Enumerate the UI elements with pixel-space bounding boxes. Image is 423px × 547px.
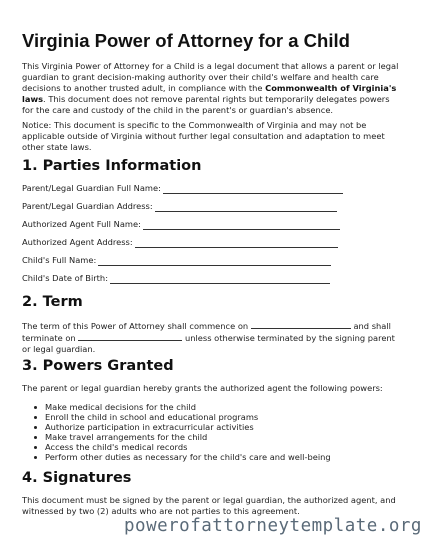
section-heading-term: 2. Term bbox=[22, 294, 83, 310]
document-title: Virginia Power of Attorney for a Child bbox=[22, 30, 350, 51]
list-item: Access the child's medical records bbox=[22, 442, 331, 452]
list-item: Make travel arrangements for the child bbox=[22, 432, 331, 442]
agent-name-field[interactable] bbox=[22, 219, 340, 230]
term-end-date-blank[interactable] bbox=[78, 332, 182, 341]
intro-paragraph bbox=[22, 61, 408, 116]
term-line: or legal guardian. bbox=[22, 344, 96, 354]
watermark-text: powerofattorneytemplate.org bbox=[124, 516, 422, 536]
agent-address-field[interactable] bbox=[22, 237, 338, 248]
list-item: Perform other duties as necessary for the child's care and well-being bbox=[22, 452, 331, 462]
field-label: Child's Full Name: bbox=[22, 255, 97, 265]
signatures-line: This document must be signed by the parent or legal guardian, the authorized agent, and bbox=[22, 495, 396, 505]
list-item: Make medical decisions for the child bbox=[22, 402, 331, 412]
powers-intro: The parent or legal guardian hereby grants the authorized agent the following powers: bbox=[22, 383, 383, 393]
child-name-field[interactable] bbox=[22, 255, 331, 266]
intro-line: decisions to another trusted adult, in compliance with the Commonwealth of Virginia's bbox=[22, 83, 397, 93]
parent-name-input-line[interactable] bbox=[163, 184, 343, 194]
section-heading-powers: 3. Powers Granted bbox=[22, 358, 174, 374]
intro-line: guardian to grant decision-making authority over their child's welfare and health care bbox=[22, 72, 379, 82]
field-label: Parent/Legal Guardian Full Name: bbox=[22, 183, 161, 193]
signatures-line: witnessed by two (2) adults who are not parties to this agreement. bbox=[22, 506, 300, 516]
parent-address-field[interactable] bbox=[22, 201, 337, 212]
intro-bold-text: laws bbox=[22, 94, 44, 104]
intro-line: laws. This document does not remove parental rights but temporarily delegates powers bbox=[22, 94, 390, 104]
field-label: Authorized Agent Address: bbox=[22, 237, 133, 247]
parent-address-input-line[interactable] bbox=[155, 202, 337, 212]
section-heading-parties: 1. Parties Information bbox=[22, 158, 202, 174]
field-label: Parent/Legal Guardian Address: bbox=[22, 201, 153, 211]
term-line: terminate on unless otherwise terminated by the signing parent bbox=[22, 333, 395, 343]
intro-bold-text: Commonwealth of Virginia's bbox=[265, 83, 397, 93]
term-start-date-blank[interactable] bbox=[251, 320, 351, 329]
agent-address-input-line[interactable] bbox=[135, 238, 338, 248]
section-heading-signatures: 4. Signatures bbox=[22, 470, 132, 486]
notice-line: applicable outside of Virginia without further legal consultation and adaptation to meet bbox=[22, 131, 385, 141]
field-label: Authorized Agent Full Name: bbox=[22, 219, 141, 229]
term-paragraph bbox=[22, 320, 408, 355]
notice-line: Notice: This document is specific to the Commonwealth of Virginia and may not be bbox=[22, 120, 367, 130]
child-dob-input-line[interactable] bbox=[110, 274, 330, 284]
agent-name-input-line[interactable] bbox=[143, 220, 340, 230]
child-name-input-line[interactable] bbox=[98, 256, 331, 266]
powers-list bbox=[22, 402, 331, 463]
field-label: Child's Date of Birth: bbox=[22, 273, 108, 283]
parent-name-field[interactable] bbox=[22, 183, 343, 194]
intro-line: This Virginia Power of Attorney for a Child is a legal document that allows a parent or legal bbox=[22, 61, 399, 71]
list-item: Authorize participation in extracurricular activities bbox=[22, 422, 331, 432]
notice-paragraph bbox=[22, 120, 408, 153]
notice-line: other state laws. bbox=[22, 142, 92, 152]
term-line: The term of this Power of Attorney shall commence on and shall bbox=[22, 321, 391, 331]
intro-line: for the care and custody of the child in the parent's or guardian's absence. bbox=[22, 105, 334, 115]
child-dob-field[interactable] bbox=[22, 273, 330, 284]
signatures-paragraph bbox=[22, 495, 408, 517]
list-item: Enroll the child in school and educational programs bbox=[22, 412, 331, 422]
